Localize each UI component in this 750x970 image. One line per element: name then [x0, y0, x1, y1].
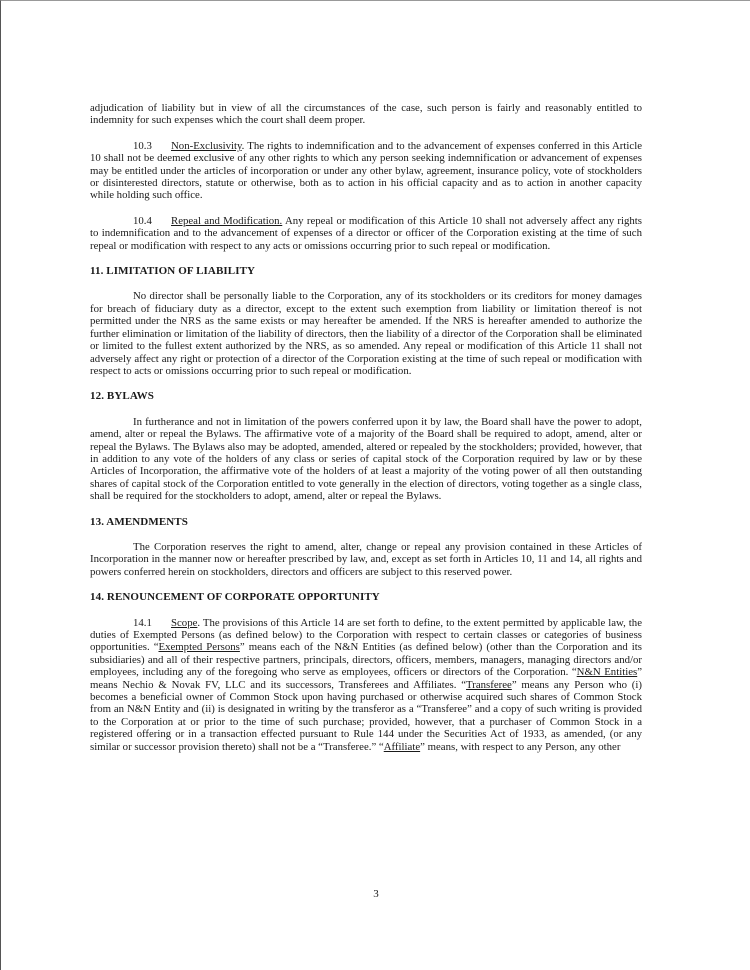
heading-article-13: 13. AMENDMENTS — [90, 515, 188, 528]
heading-article-14: 14. RENOUNCEMENT OF CORPORATE OPPORTUNITY — [90, 591, 380, 604]
section-text: ” means each of the N&N Entities (as defined below) (other than the Corporation and its subsidiaries) and all of their respective partners, principals, directors, officers, members, managers, managing directors and/or employees, including any of the foregoing who serve as employees, officers or directors of the Corporation. “ — [90, 641, 642, 679]
page-number: 3 — [373, 888, 379, 900]
section-text: ” means, with respect to any Person, any other — [420, 740, 621, 753]
paragraph-article-12: In furtherance and not in limitation of the powers conferred upon it by law, the Board shall have the power to adopt, amend, alter or repeal the Bylaws. The affirmative vote of a majority of the Board shall be required to adopt, amend, alter or repeal the Bylaws. The Bylaws also may be adopted, amended, altered or repealed by the stockholders; provided, however, that in addition to any vote of the holders of any class or series of capital stock of the Corporation required by law or by these Articles of Incorporation, the affirmative vote of the holders of at least a majority of the voting power of all then outstanding shares of capital stock of the Corporation entitled to vote generally in the election of directors, voting together as a single class, shall be required for the stockholders to adopt, amend, alter or repeal the Bylaws. — [90, 415, 642, 503]
paragraph-article-13: The Corporation reserves the right to amend, alter, change or repeal any provision contained in these Articles of Incorporation in the manner now or hereafter prescribed by law, and, except as set forth in Articles 10, 11 and 14, all rights and powers conferred herein on stockholders, directors and officers are subject to this reserved power. — [90, 540, 642, 578]
heading-article-11: 11. LIMITATION OF LIABILITY — [90, 265, 256, 278]
section-title: Scope — [171, 616, 198, 629]
defined-term: N&N Entities — [576, 666, 638, 679]
section-title: Non-Exclusivity — [171, 139, 242, 152]
paragraph-article-11: No director shall be personally liable to the Corporation, any of its stockholders or its creditors for money damages for breach of fiduciary duty as a director, except to the extent such exemption from liability or limitation thereof is not permitted under the NRS as the same exists or may hereafter be amended. If the NRS is hereafter amended to authorize the further elimination or limitation of the liability of directors, then the liability of a director of the Corporation shall be eliminated or limited to the fullest extent authorized by the NRS, as so amended. Any repeal or modification of this Article 11 shall not adversely affect any right or protection of a director of the Corporation existing at the time of such repeal or modification with respect to acts or omissions occurring prior to such repeal or modification. — [90, 290, 642, 377]
section-number: 14.1 — [133, 616, 152, 629]
section-number: 10.4 — [133, 214, 152, 227]
section-10-3 — [90, 140, 642, 202]
section-text: ” means Nechio & Novak FV, LLC and its successors, Transferees and Affiliates. “ — [90, 666, 642, 691]
section-body: . The rights to indemnification and to the advancement of expenses conferred in this Article 10 shall not be deemed exclusive of any other rights to which any person seeking indemnification or advancement of expenses may be entitled under the articles of incorporation or under any other bylaw, agreement, insurance policy, vote of stockholders or disinterested directors, statute or otherwise, both as to action in his official capacity and as to action in another capacity while holding such office. — [90, 139, 642, 202]
section-text: ” means any Person who (i) becomes a beneficial owner of Common Stock upon having purchased or otherwise acquired such shares of Common Stock from an N&N Entity and (ii) is designated in writing by the transferor as a “Transferee” and a copy of such writing is provided to the Corporation at or prior to the time of such purchase; provided, however, that a purchaser of Common Stock in a registered offering or in a transaction effected pursuant to Rule 144 under the Securities Act of 1933, as amended, (or any similar or successor provision thereto) shall not be a “Transferee.” “ — [90, 678, 642, 753]
document-body — [90, 102, 642, 766]
defined-term: Transferee — [466, 678, 512, 691]
section-text: . The provisions of this Article 14 are set forth to define, to the extent permitted by applicable law, the duties of Exempted Persons (as defined below) to the Corporation with respect to certain classes or categories of business opportunities. “ — [90, 616, 642, 654]
heading-article-12: 12. BYLAWS — [90, 390, 154, 403]
section-number: 10.3 — [133, 139, 152, 152]
section-body: Any repeal or modification of this Article 10 shall not adversely affect any rights to indemnification and to the advancement of expenses of a director or officer of the Corporation existing at the time of such repeal or modification with respect to any acts or omissions occurring prior to such repeal or modification. — [90, 214, 642, 252]
section-14-1 — [90, 617, 642, 753]
defined-term: Affiliate — [383, 740, 421, 753]
paragraph-intro: adjudication of liability but in view of all the circumstances of the case, such person is fairly and reasonably entitled to indemnity for such expenses which the court shall deem proper. — [90, 102, 642, 127]
section-10-4 — [90, 215, 642, 252]
defined-term: Exempted Persons — [158, 641, 240, 654]
section-title: Repeal and Modification. — [171, 214, 283, 227]
